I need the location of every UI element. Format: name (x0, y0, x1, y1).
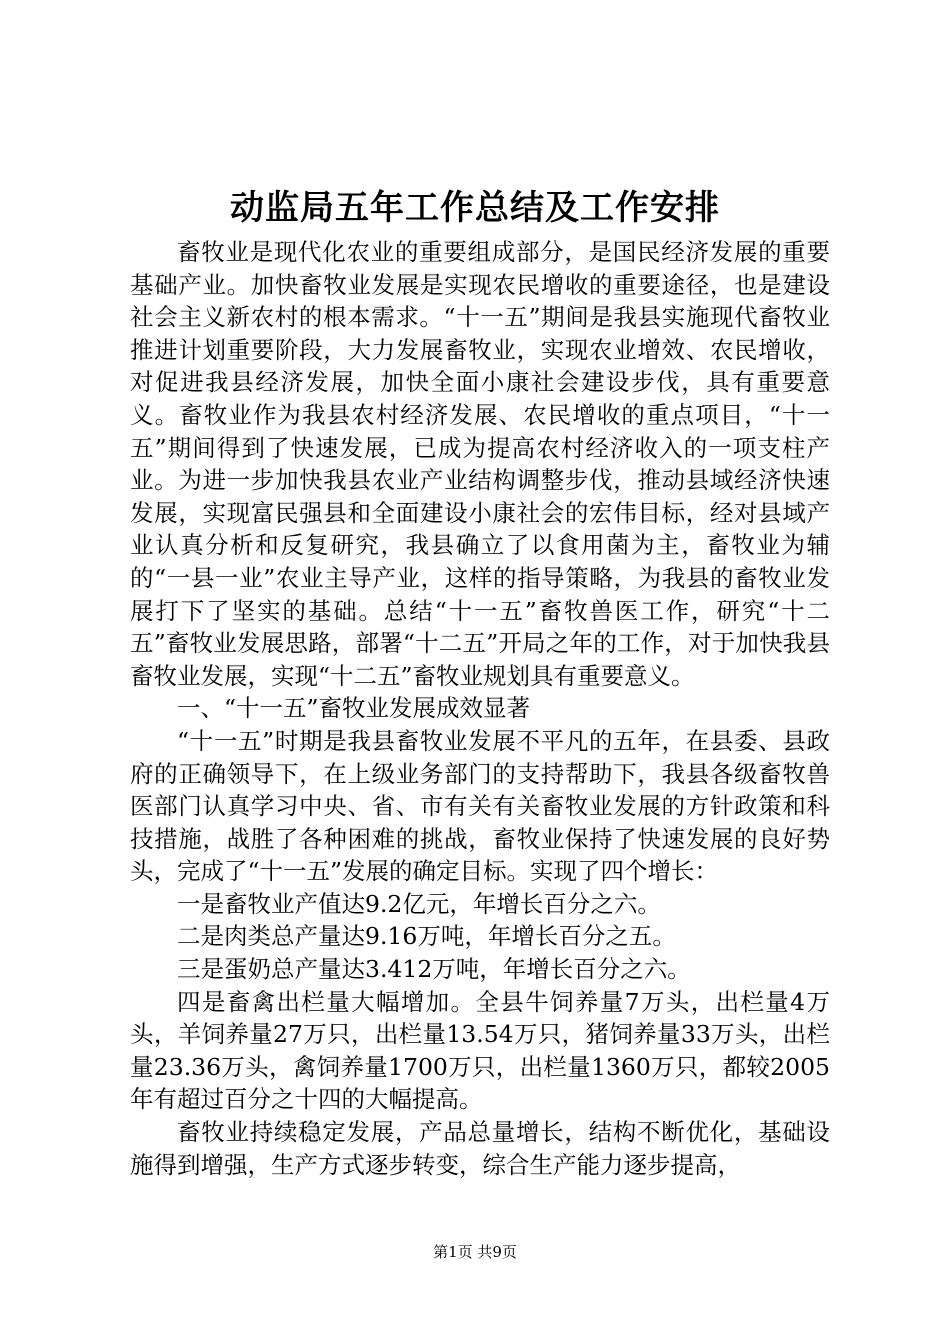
list-item-growth-4: 四是畜禽出栏量大幅增加。全县牛饲养量7万头，出栏量4万头，羊饲养量27万只，出栏量13.54万只，猪饲养量33万头，出栏量23.36万头，禽饲养量1700万只，出栏量1360万只，都较2005年有超过百分之十四的大幅提高。 (130, 987, 830, 1114)
document-title: 动监局五年工作总结及工作安排 (230, 188, 720, 228)
section-heading-1: 一、“十一五”畜牧业发展成效显著 (177, 694, 531, 723)
list-item-growth-2: 二是肉类总产量达9.16万吨，年增长百分之五。 (177, 922, 676, 951)
page-number: 第1页 共9页 (433, 1243, 517, 1261)
paragraph-achievements: “十一五”时期是我县畜牧业发展不平凡的五年，在县委、县政府的正确领导下，在上级业务部门的支持帮助下，我县各级畜牧兽医部门认真学习中央、省、市有关有关畜牧业发展的方针政策和科技措施，战胜了各种困难的挑战，畜牧业保持了快速发展的良好势头，完成了“十一五”发展的确定目标。实现了四个增长： (130, 726, 830, 886)
paragraph-development: 畜牧业持续稳定发展，产品总量增长，结构不断优化，基础设施得到增强，生产方式逐步转变，综合生产能力逐步提高， (130, 1118, 830, 1179)
paragraph-intro: 畜牧业是现代化农业的重要组成部分，是国民经济发展的重要基础产业。加快畜牧业发展是实现农民增收的重要途径，也是建设社会主义新农村的根本需求。“十一五”期间是我县实施现代畜牧业推进计划重要阶段，大力发展畜牧业，实现农业增效、农民增收，对促进我县经济发展，加快全面小康社会建设步伐，具有重要意义。畜牧业作为我县农村经济发展、农民增收的重点项目，“十一五”期间得到了快速发展，已成为提高农村经济收入的一项支柱产业。为进一步加快我县农业产业结构调整步伐，推动县域经济快速发展，实现富民强县和全面建设小康社会的宏伟目标，经对县域产业认真分析和反复研究，我县确立了以食用菌为主，畜牧业为辅的“一县一业”农业主导产业，这样的指导策略，为我县的畜牧业发展打下了坚实的基础。总结“十一五”畜牧兽医工作，研究“十二五”畜牧业发展思路，部署“十二五”开局之年的工作，对于加快我县畜牧业发展，实现“十二五”畜牧业规划具有重要意义。 (130, 238, 830, 690)
list-item-growth-1: 一是畜牧业产值达9.2亿元，年增长百分之六。 (177, 889, 661, 918)
document-body (130, 236, 830, 1181)
list-item-growth-3: 三是蛋奶总产量达3.412万吨，年增长百分之六。 (177, 955, 691, 984)
